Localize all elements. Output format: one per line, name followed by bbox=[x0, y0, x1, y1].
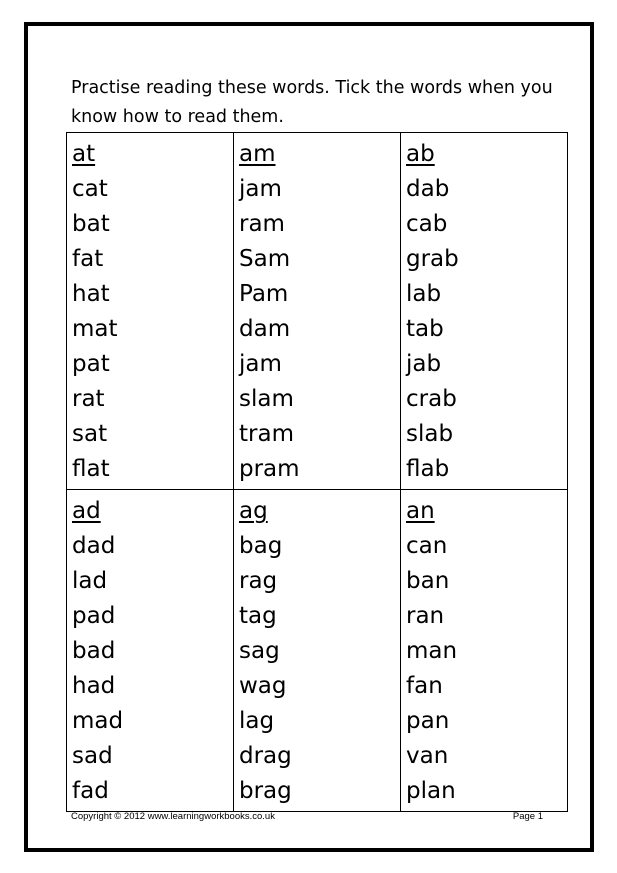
word-item: sad bbox=[72, 743, 113, 769]
word-family-cell-ab bbox=[401, 133, 568, 490]
word-item: slab bbox=[406, 421, 454, 447]
word-item: hat bbox=[72, 281, 110, 307]
word-item: jab bbox=[406, 351, 442, 377]
word-item: ban bbox=[406, 568, 450, 594]
word-item: slam bbox=[239, 386, 294, 412]
word-item: flat bbox=[72, 456, 110, 482]
word-item: ran bbox=[406, 603, 445, 629]
word-item: Sam bbox=[239, 246, 291, 272]
word-item: rat bbox=[72, 386, 105, 412]
instructions-text: Practise reading these words. Tick the words when you know how to read them. bbox=[71, 78, 553, 127]
word-item: pan bbox=[406, 708, 450, 734]
word-family-heading: ag bbox=[239, 498, 268, 524]
word-item: can bbox=[406, 533, 448, 559]
table-row bbox=[67, 490, 568, 812]
footer-page-number: Page 1 bbox=[512, 811, 543, 822]
word-item: van bbox=[406, 743, 449, 769]
word-family-cell-ad bbox=[67, 490, 234, 812]
word-family-table bbox=[66, 132, 568, 812]
word-family-heading: an bbox=[406, 498, 435, 524]
word-item: had bbox=[72, 673, 116, 699]
word-item: lab bbox=[406, 281, 442, 307]
word-item: fan bbox=[406, 673, 443, 699]
word-item: jam bbox=[239, 351, 282, 377]
word-item: bag bbox=[239, 533, 283, 559]
word-item: fat bbox=[72, 246, 104, 272]
word-item: plan bbox=[406, 778, 456, 804]
word-item: cat bbox=[72, 176, 108, 202]
word-item: tram bbox=[239, 421, 294, 447]
word-item: pad bbox=[72, 603, 116, 629]
word-item: tag bbox=[239, 603, 277, 629]
word-item: mad bbox=[72, 708, 124, 734]
word-item: drag bbox=[239, 743, 292, 769]
word-item: ram bbox=[239, 211, 285, 237]
word-item: bad bbox=[72, 638, 116, 664]
word-item: flab bbox=[406, 456, 450, 482]
word-item: pat bbox=[72, 351, 110, 377]
word-item: jam bbox=[239, 176, 282, 202]
word-item: crab bbox=[406, 386, 457, 412]
table-row bbox=[67, 133, 568, 490]
word-family-heading: ab bbox=[406, 141, 435, 167]
word-item: dad bbox=[72, 533, 116, 559]
word-item: cab bbox=[406, 211, 448, 237]
word-item: rag bbox=[239, 568, 278, 594]
word-item: grab bbox=[406, 246, 459, 272]
word-item: lad bbox=[72, 568, 108, 594]
word-item: Pam bbox=[239, 281, 289, 307]
word-item: dab bbox=[406, 176, 450, 202]
word-item: pram bbox=[239, 456, 300, 482]
word-item: lag bbox=[239, 708, 275, 734]
word-item: sat bbox=[72, 421, 108, 447]
word-family-cell-an bbox=[401, 490, 568, 812]
word-family-heading: am bbox=[239, 141, 276, 167]
word-item: bat bbox=[72, 211, 110, 237]
word-item: fad bbox=[72, 778, 109, 804]
word-family-cell-ag bbox=[234, 490, 401, 812]
word-item: mat bbox=[72, 316, 118, 342]
word-family-cell-at bbox=[67, 133, 234, 490]
word-item: tab bbox=[406, 316, 444, 342]
word-item: brag bbox=[239, 778, 292, 804]
word-item: wag bbox=[239, 673, 287, 699]
word-item: sag bbox=[239, 638, 280, 664]
word-family-heading: ad bbox=[72, 498, 101, 524]
word-item: man bbox=[406, 638, 458, 664]
word-family-heading: at bbox=[72, 141, 96, 167]
word-family-cell-am bbox=[234, 133, 401, 490]
word-item: dam bbox=[239, 316, 291, 342]
footer-copyright: Copyright © 2012 www.learningworkbooks.co.uk bbox=[71, 811, 275, 822]
